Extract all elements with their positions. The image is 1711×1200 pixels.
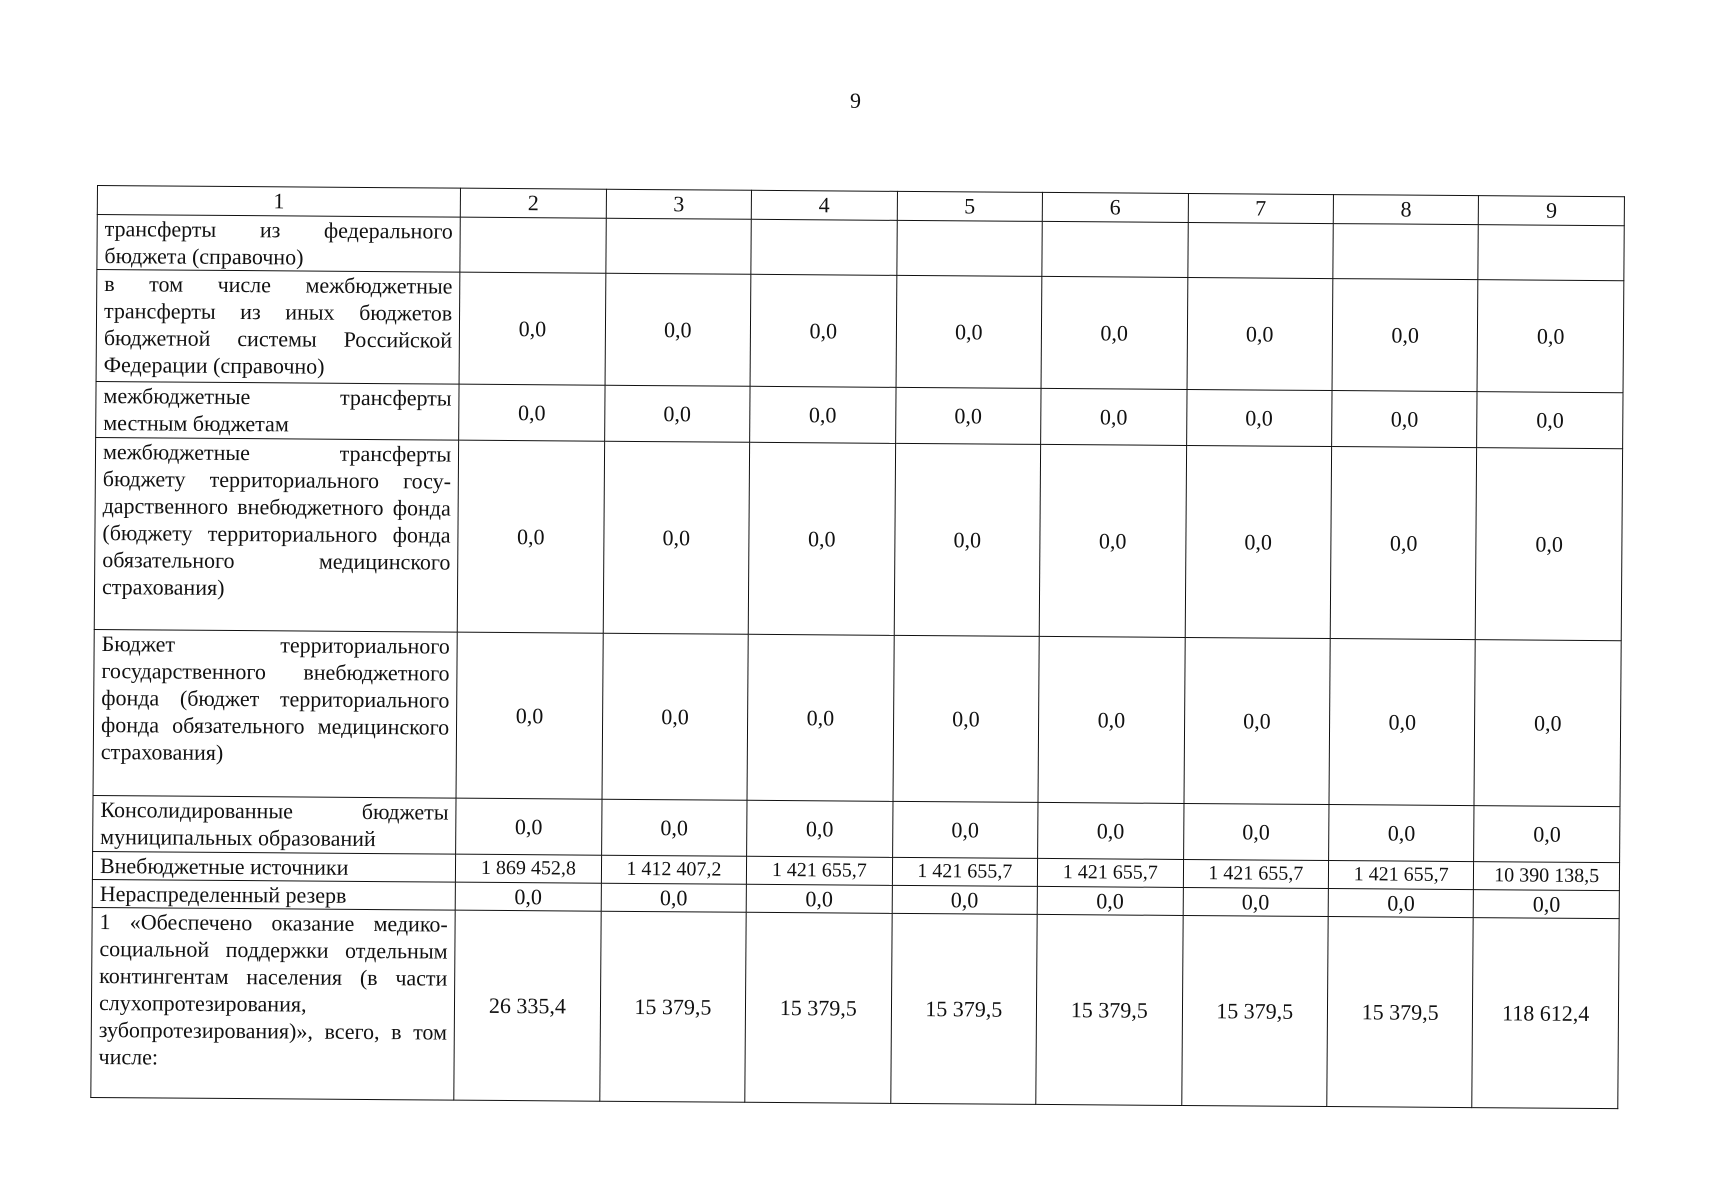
value-cell: 0,0 [1330, 447, 1477, 640]
value-cell: 0,0 [1183, 887, 1329, 916]
value-cell: 0,0 [892, 801, 1038, 858]
value-cell: 15 379,5 [745, 912, 892, 1103]
value-cell: 0,0 [1184, 637, 1331, 804]
row-label: Внебюджетные источники [92, 851, 455, 882]
value-cell: 0,0 [601, 883, 747, 912]
value-cell [1042, 221, 1188, 277]
value-cell: 0,0 [1477, 392, 1623, 449]
value-cell: 0,0 [1041, 388, 1187, 445]
header-cell: 6 [1042, 192, 1188, 222]
value-cell: 0,0 [1332, 391, 1478, 448]
value-cell: 0,0 [1183, 803, 1329, 860]
value-cell: 1 421 655,7 [892, 857, 1038, 886]
value-cell: 1 869 452,8 [456, 854, 602, 883]
value-cell: 0,0 [1329, 805, 1475, 862]
value-cell [751, 219, 897, 275]
value-cell: 0,0 [456, 632, 603, 799]
header-cell: 9 [1479, 196, 1625, 226]
value-cell: 10 390 138,5 [1474, 862, 1620, 891]
value-cell [1478, 225, 1624, 281]
value-cell: 0,0 [1477, 280, 1623, 393]
value-cell: 1 421 655,7 [747, 856, 893, 885]
table-row [94, 437, 1622, 640]
value-cell: 0,0 [893, 635, 1040, 802]
value-cell: 15 379,5 [1181, 915, 1328, 1106]
value-cell [1187, 222, 1333, 278]
value-cell: 0,0 [1038, 802, 1184, 859]
value-cell: 0,0 [1474, 806, 1620, 863]
value-cell: 0,0 [896, 275, 1042, 388]
header-cell: 1 [97, 186, 460, 218]
value-cell: 0,0 [1328, 889, 1474, 918]
value-cell: 0,0 [1474, 890, 1620, 919]
value-cell: 0,0 [748, 442, 895, 635]
header-cell: 7 [1188, 193, 1334, 223]
value-cell: 0,0 [750, 274, 896, 387]
value-cell: 1 421 655,7 [1037, 858, 1183, 887]
row-label: 1 «Обеспечено оказание медико-социальной поддержки отдельным контингентам населения (в части слухопротезирования, зубопротезирования)», всего, в том числе: [91, 907, 456, 1100]
value-cell: 0,0 [1037, 886, 1183, 915]
value-cell: 0,0 [601, 799, 747, 856]
table-row [96, 270, 1624, 393]
row-label: Бюджет территориального государственного внебюджетного фонда (бюджет территориального фонда обязательного медицинского страхования) [93, 629, 457, 798]
value-cell: 1 412 407,2 [601, 855, 747, 884]
value-cell [1333, 224, 1479, 280]
value-cell: 0,0 [1329, 639, 1476, 806]
value-cell: 0,0 [894, 443, 1041, 636]
header-cell: 4 [751, 190, 897, 220]
value-cell: 0,0 [603, 441, 750, 634]
value-cell: 0,0 [459, 384, 605, 441]
value-cell [606, 218, 752, 274]
value-cell: 0,0 [602, 633, 749, 800]
value-cell: 0,0 [459, 272, 605, 385]
table-row [93, 629, 1621, 806]
value-cell: 0,0 [1476, 448, 1623, 641]
value-cell: 0,0 [1186, 389, 1332, 446]
table-row [91, 907, 1619, 1108]
value-cell: 15 379,5 [1327, 917, 1474, 1108]
row-label: Нераспределенный резерв [92, 879, 455, 910]
value-cell: 15 379,5 [890, 913, 1037, 1104]
value-cell: 0,0 [750, 386, 896, 443]
value-cell: 26 335,4 [454, 910, 601, 1101]
row-label: трансферты из федерального бюджета (справочно) [97, 215, 461, 273]
value-cell: 0,0 [455, 882, 601, 911]
value-cell: 1 421 655,7 [1183, 859, 1329, 888]
value-cell: 0,0 [1041, 276, 1187, 389]
budget-table [90, 185, 1625, 1109]
row-label: в том числе межбюджетные трансферты из иных бюджетов бюджетной системы Российской Федерации (справочно) [96, 270, 460, 385]
value-cell: 0,0 [895, 387, 1041, 444]
value-cell: 0,0 [605, 273, 751, 386]
value-cell: 0,0 [604, 385, 750, 442]
header-cell: 2 [460, 188, 606, 218]
row-label: Консолидированные бюджеты муниципальных образований [93, 795, 457, 854]
header-cell: 3 [606, 189, 752, 219]
value-cell: 15 379,5 [599, 911, 746, 1102]
value-cell: 0,0 [747, 800, 893, 857]
value-cell: 0,0 [1187, 277, 1333, 390]
value-cell: 0,0 [1332, 279, 1478, 392]
header-cell: 8 [1333, 195, 1479, 225]
value-cell: 0,0 [1039, 444, 1186, 637]
value-cell: 118 612,4 [1472, 918, 1619, 1109]
value-cell: 1 421 655,7 [1328, 861, 1474, 890]
value-cell: 0,0 [457, 440, 604, 633]
header-cell: 5 [897, 191, 1043, 221]
value-cell: 0,0 [1038, 636, 1185, 803]
value-cell [460, 217, 606, 273]
page-number: 9 [850, 88, 861, 113]
value-cell: 0,0 [1185, 445, 1332, 638]
row-label: межбюджетные трансферты бюджету территориального госу-дарственного внебюджетного фонда (бюджету территориального фонда обязательного медицинского страхования) [94, 437, 459, 632]
value-cell: 0,0 [456, 798, 602, 855]
value-cell: 0,0 [746, 884, 892, 913]
value-cell: 15 379,5 [1036, 914, 1183, 1105]
value-cell: 0,0 [892, 885, 1038, 914]
value-cell: 0,0 [1474, 640, 1621, 807]
value-cell [896, 220, 1042, 276]
value-cell: 0,0 [747, 634, 894, 801]
row-label: межбюджетные трансферты местным бюджетам [96, 381, 460, 440]
